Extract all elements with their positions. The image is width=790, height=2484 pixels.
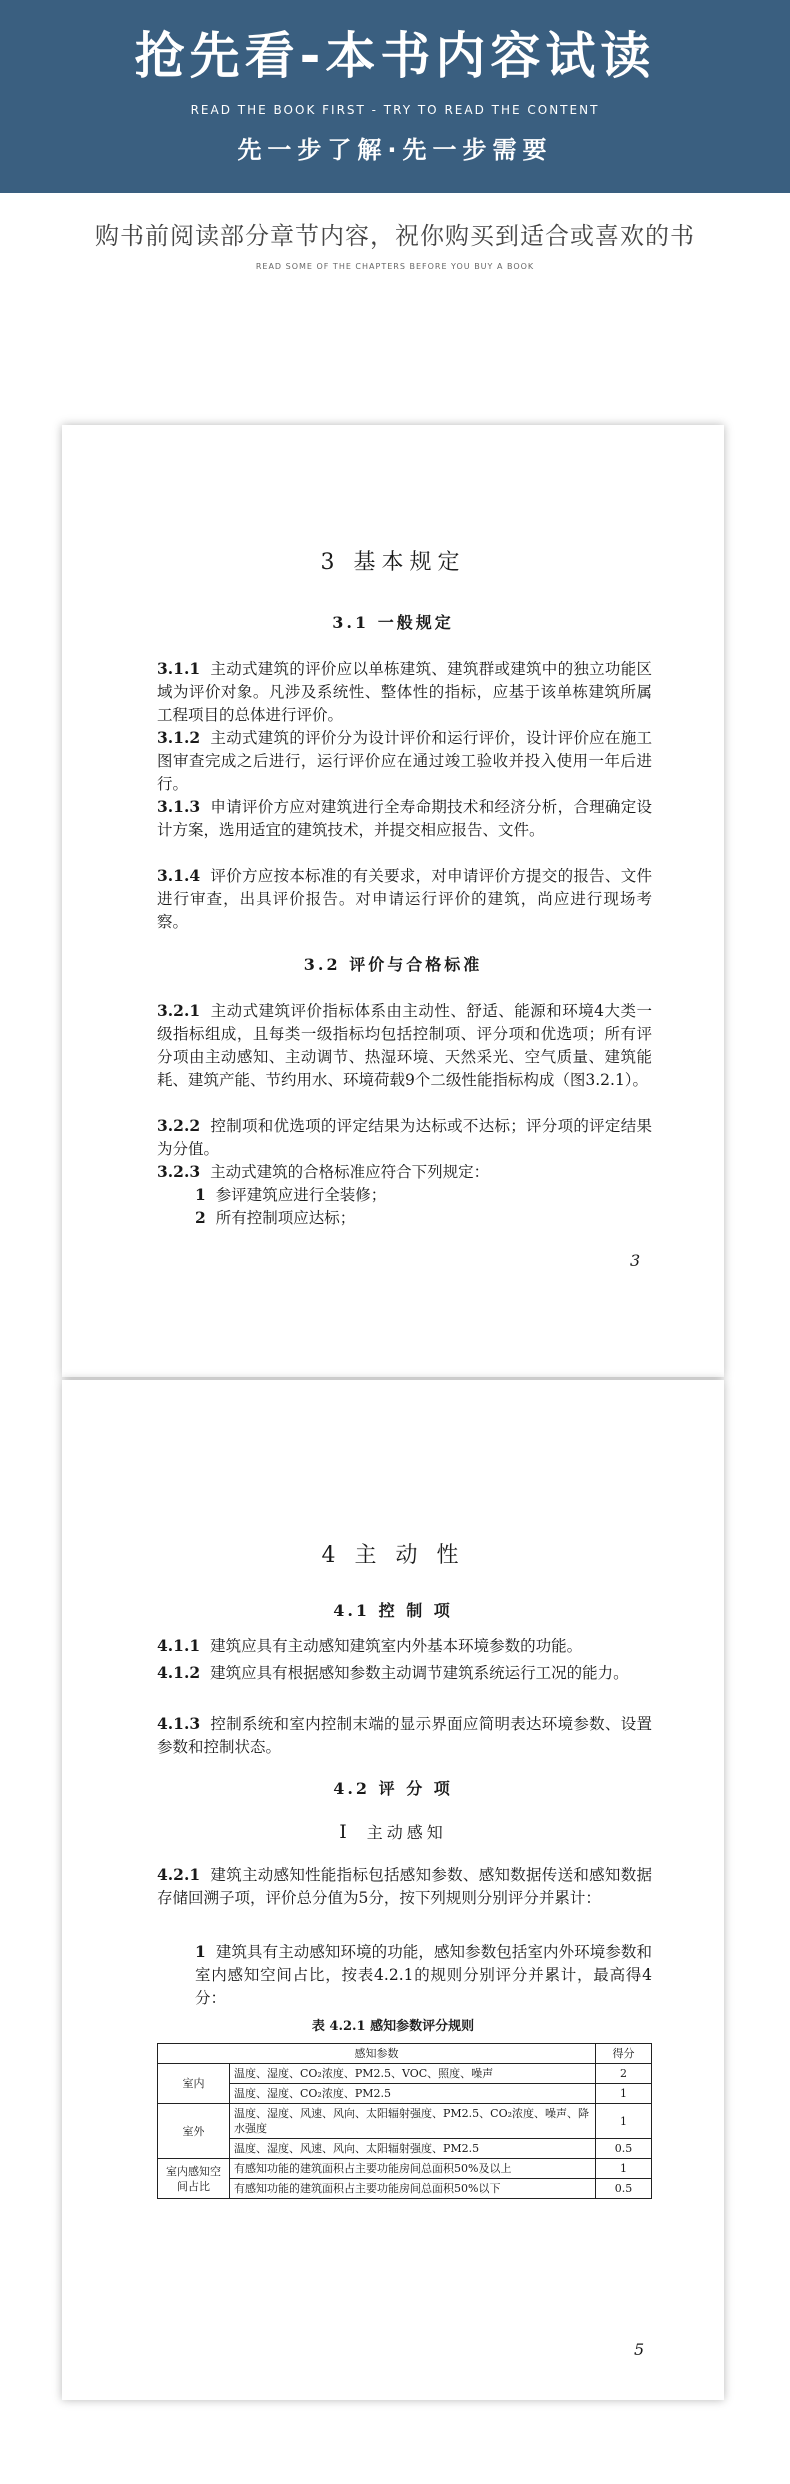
clause-4-2-1: 4.2.1 建筑主动感知性能指标包括感知参数、感知数据传送和感知数据存储回溯子项，评价总分值为5分，按下列规则分别评分并累计： [157, 1865, 652, 1907]
table-cell: 温度、湿度、CO₂浓度、PM2.5、VOC、照度、噪声 [230, 2064, 596, 2084]
clause-3-2-3: 3.2.3 主动式建筑的合格标准应符合下列规定： [157, 1162, 490, 1181]
book-page-5 [62, 1380, 724, 2400]
table-row [158, 2084, 652, 2104]
table-cell-score: 0.5 [596, 2139, 652, 2159]
table-caption: 表 4.2.1 感知参数评分规则 [311, 2019, 475, 2034]
table-cell: 温度、湿度、风速、风向、太阳辐射强度、PM2.5、CO₂浓度、噪声、降水强度 [230, 2104, 596, 2139]
section-title: 4.2 评 分 项 [333, 1779, 453, 1798]
clause-3-1-1: 3.1.1 主动式建筑的评价应以单栋建筑、建筑群或建筑中的独立功能区域为评价对象。凡涉及系统性、整体性的指标，应基于该单栋建筑所属工程项目的总体进行评价。 [157, 659, 652, 724]
intro-text-cn: 购书前阅读部分章节内容，祝你购买到适合或喜欢的书 [95, 222, 695, 250]
clause-4-1-1: 4.1.1 建筑应具有主动感知建筑室内外基本环境参数的功能。 [157, 1636, 583, 1655]
table-group-label: 室内感知空间占比 [158, 2159, 230, 2199]
table-row [158, 2159, 652, 2179]
table-row [158, 2064, 652, 2084]
table-row [158, 2179, 652, 2199]
table-header: 感知参数 [158, 2044, 596, 2064]
chapter-title: 3 基本规定 [320, 550, 466, 575]
clause-3-2-2: 3.2.2 控制项和优选项的评定结果为达标或不达标；评分项的评定结果为分值。 [157, 1116, 652, 1158]
clause-3-1-4: 3.1.4 评价方应按本标准的有关要求，对申请评价方提交的报告、文件进行审查，出具评价报告。对申请运行评价的建筑，尚应进行现场考察。 [157, 866, 652, 931]
page-number: 3 [630, 1251, 641, 1270]
list-item: 1 参评建筑应进行全装修； [195, 1185, 387, 1204]
banner-title: 抢先看-本书内容试读 [134, 27, 656, 85]
table-cell: 有感知功能的建筑面积占主要功能房间总面积50%以下 [230, 2179, 596, 2199]
chapter-title: 4 主 动 性 [321, 1543, 465, 1568]
section-title: 3.1 一般规定 [332, 613, 454, 632]
clause-3-1-3: 3.1.3 申请评价方应对建筑进行全寿命期技术和经济分析，合理确定设计方案，选用适宜的建筑技术，并提交相应报告、文件。 [157, 797, 652, 839]
table-cell-score: 1 [596, 2159, 652, 2179]
list-item: 1 建筑具有主动感知环境的功能，感知参数包括室内外环境参数和室内感知空间占比，按表4.2.1的规则分别评分并累计，最高得4分： [195, 1942, 652, 2007]
table-cell: 有感知功能的建筑面积占主要功能房间总面积50%及以上 [230, 2159, 596, 2179]
table-row [158, 2104, 652, 2139]
table-cell-score: 1 [596, 2084, 652, 2104]
table-group-label: 室内 [158, 2064, 230, 2104]
intro-text-en: READ SOME OF THE CHAPTERS BEFORE YOU BUY A BOOK [255, 262, 535, 271]
table-cell-score: 1 [596, 2104, 652, 2139]
header-banner [0, 0, 790, 193]
section-title: 3.2 评价与合格标准 [303, 955, 483, 974]
clause-4-1-3: 4.1.3 控制系统和室内控制末端的显示界面应简明表达环境参数、设置参数和控制状态。 [157, 1714, 652, 1756]
table-cell: 温度、湿度、风速、风向、太阳辐射强度、PM2.5 [230, 2139, 596, 2159]
clause-3-2-1: 3.2.1 主动式建筑评价指标体系由主动性、舒适、能源和环境4大类一级指标组成，且每类一级指标均包括控制项、评分项和优选项；所有评分项由主动感知、主动调节、热湿环境、天然采光、空气质量、建筑能耗、建筑产能、节约用水、环境荷载9个二级性能指标构成（图3.2.1）。 [157, 1001, 652, 1089]
sensing-parameter-table [157, 2043, 652, 2199]
table-cell: 温度、湿度、CO₂浓度、PM2.5 [230, 2084, 596, 2104]
table-cell-score: 0.5 [596, 2179, 652, 2199]
subsection-heading: Ⅰ 主动感知 [339, 1821, 447, 1843]
list-item: 2 所有控制项应达标； [195, 1208, 356, 1227]
page-number: 5 [634, 2340, 645, 2359]
table-group-label: 室外 [158, 2104, 230, 2159]
table-cell-score: 2 [596, 2064, 652, 2084]
clause-4-1-2: 4.1.2 建筑应具有根据感知参数主动调节建筑系统运行工况的能力。 [157, 1663, 629, 1682]
banner-subtitle-cn: 先一步了解·先一步需要 [237, 136, 553, 164]
table-header: 得分 [596, 2044, 652, 2064]
section-title: 4.1 控 制 项 [333, 1601, 453, 1620]
clause-3-1-2: 3.1.2 主动式建筑的评价分为设计评价和运行评价，设计评价应在施工图审查完成之后进行，运行评价应在通过竣工验收并投入使用一年后进行。 [157, 728, 652, 793]
banner-subtitle-en: READ THE BOOK FIRST - TRY TO READ THE CONTENT [190, 103, 600, 117]
table-row [158, 2139, 652, 2159]
table-header-row [158, 2044, 652, 2064]
book-page-3 [62, 425, 724, 1377]
